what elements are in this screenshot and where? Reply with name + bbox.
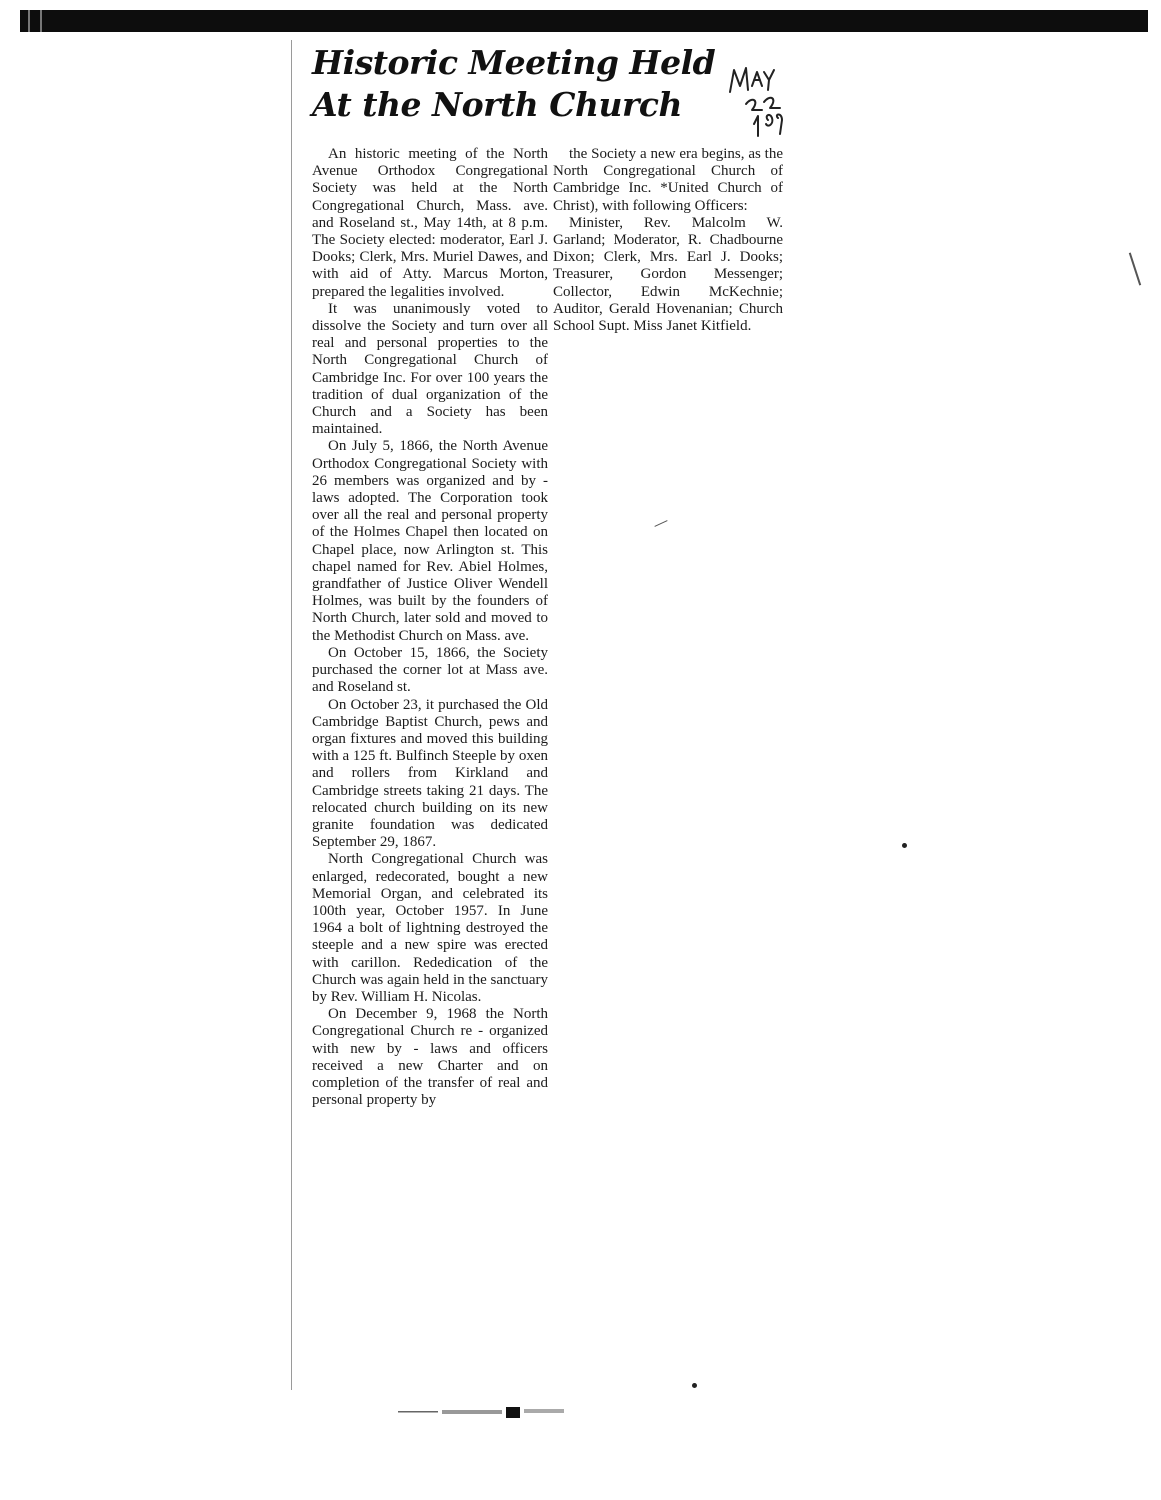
article-paragraph: On July 5, 1866, the North Avenue Orthodox Congregational Society with 26 members was organized and by - laws adopted. The Corporation took over all the real and personal property of the Holmes Chapel then located on Chapel place, now Arlington st. This chapel named for Rev. Abiel Holmes, grandfather of Justice Oliver Wendell Holmes, was built by the founders of North Church, later sold and moved to the Methodist Church on Mass. ave. — [312, 438, 548, 644]
headline-line-2: At the North Church — [312, 85, 682, 124]
article-paragraph: On December 9, 1968 the North Congregational Church re - organized with new by - laws and officers received a new Charter and on completion of the transfer of real and personal property by — [312, 1006, 548, 1109]
scan-stroke — [1129, 253, 1141, 286]
scan-top-border — [20, 10, 1148, 32]
scan-speck — [692, 1383, 697, 1388]
headline-line-1: Historic Meeting Held — [312, 43, 716, 82]
handwritten-date-note — [724, 62, 794, 142]
scan-smudge — [398, 1404, 578, 1420]
article-paragraph: On October 23, it purchased the Old Cambridge Baptist Church, pews and organ fixtures and moved this building with a 125 ft. Bulfinch Steeple by oxen and rollers from Kirkland and Cambridge streets taking 21 days. The relocated church building on its new granite foundation was dedicated September 29, 1867. — [312, 696, 548, 851]
scan-speck — [902, 843, 907, 848]
scan-stroke — [654, 520, 667, 527]
article-column-1 — [312, 146, 548, 1109]
article-paragraph: North Congregational Church was enlarged, redecorated, bought a new Memorial Organ, and celebrated its 100th year, October 1957. In June 1964 a bolt of lightning destroyed the steeple and a new spire was erected with carillon. Rededication of the Church was again held in the sanctuary by Rev. William H. Nicolas. — [312, 851, 548, 1005]
article-paragraph: Minister, Rev. Malcolm W. Garland; Moderator, R. Chadbourne Dixon; Clerk, Mrs. Earl J. Dooks; Treasurer, Gordon Messenger; Collector, Edwin McKechnie; Auditor, Gerald Hovenanian; Church School Supt. Miss Janet Kitfield. — [553, 214, 783, 335]
article-paragraph: It was unanimously voted to dissolve the Society and turn over all real and personal properties to the North Congregational Church of Cambridge Inc. For over 100 years the tradition of dual organization of the Church and a Society has been maintained. — [312, 300, 548, 438]
clipping-edge-rule — [291, 40, 292, 1390]
article-paragraph: An historic meeting of the North Avenue Orthodox Congregational Society was held at the North Congregational Church, Mass. ave. and Roseland st., May 14th, at 8 p.m. The Society elected: moderator, Earl J. Dooks; Clerk, Mrs. Muriel Dawes, and with aid of Atty. Marcus Morton, prepared the legalities involved. — [312, 146, 548, 300]
article-headline — [312, 42, 742, 126]
article-paragraph: the Society a new era begins, as the North Congregational Church of Cambridge Inc. *United Church of Christ), with following Officers: — [553, 146, 783, 214]
article-column-2 — [553, 146, 783, 335]
article-paragraph: On October 15, 1866, the Society purchased the corner lot at Mass ave. and Roseland st. — [312, 644, 548, 696]
